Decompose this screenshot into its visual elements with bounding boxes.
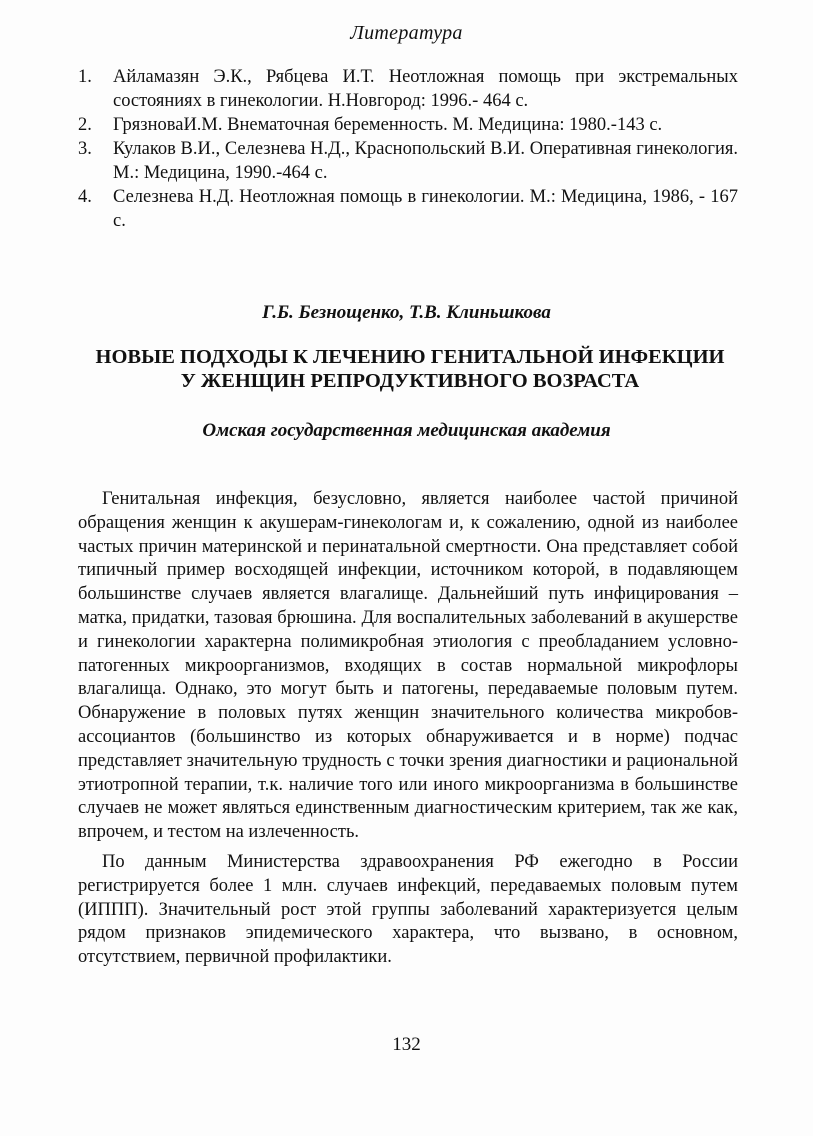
body-paragraph: Генитальная инфекция, безусловно, является наиболее частой причиной обращения женщин к акушерам-гинекологам и, к сожалению, одной из наиболее частых причин материнской и перинатальной смертности. Она представляет собой типичный пример восходящей инфекции, источником которой, в подавляющем большинстве случаев является влагалище. Дальнейший путь инфицирования – матка, придатки, тазовая брюшина. Для воспалительных заболеваний в акушерстве и гинекологии характерна полимикробная этиология с преобладанием условно-патогенных микроорганизмов, входящих в состав нормальной микрофлоры влагалища. Однако, это могут быть и патогены, передаваемые половым путем. Обнаружение в половых путях женщин значительного количества микробов-ассоциантов (большинство из которых обнаруживается и в норме) подчас представляет значительную трудность с точки зрения диагностики и рациональной этиотропной терапии, т.к. наличие того или иного микроорганизма в большинстве случаев не может являться единственным диагностическим критерием, так же как, впрочем, и тестом на излеченность. — [78, 489, 738, 843]
article-title-line: У ЖЕНЩИН РЕПРОДУКТИВНОГО ВОЗРАСТА — [180, 370, 640, 392]
reference-item — [78, 185, 738, 233]
reference-item — [78, 137, 738, 185]
reference-item — [78, 113, 738, 137]
body-paragraph: По данным Министерства здравоохранения РФ ежегодно в России регистрируется более 1 млн. случаев инфекций, передаваемых половым путем (ИППП). Значительный рост этой группы заболеваний характеризуется целым рядом признаков эпидемического характера, что вызвано, в основном, отсутствием, первичной профилактики. — [78, 851, 738, 968]
reference-item — [78, 65, 738, 113]
page-number: 132 — [392, 1034, 421, 1055]
reference-text: Селезнева Н.Д. Неотложная помощь в гинекологии. М.: Медицина, 1986, - 167 с. — [113, 187, 738, 231]
reference-text: Кулаков В.И., Селезнева Н.Д., Краснопольский В.И. Оперативная гинекология. М.: Медицина, 1990.-464 с. — [113, 139, 738, 183]
article-title-line: НОВЫЕ ПОДХОДЫ К ЛЕЧЕНИЮ ГЕНИТАЛЬНОЙ ИНФЕКЦИИ — [95, 346, 725, 368]
reference-number: 2. — [78, 115, 92, 135]
article-affiliation: Омская государственная медицинская академия — [202, 420, 611, 441]
reference-number: 1. — [78, 67, 92, 87]
article-authors: Г.Б. Безнощенко, Т.В. Клиньшкова — [262, 302, 551, 323]
article-body — [78, 488, 738, 970]
reference-number: 3. — [78, 139, 92, 159]
running-head: Литература — [350, 22, 463, 44]
reference-number: 4. — [78, 187, 92, 207]
article-title — [60, 345, 760, 393]
reference-text: ГрязноваИ.М. Внематочная беременность. М. Медицина: 1980.-143 с. — [113, 115, 663, 135]
reference-text: Айламазян Э.К., Рябцева И.Т. Неотложная помощь при экстремальных состояниях в гинекологии. Н.Новгород: 1996.- 464 с. — [113, 67, 738, 111]
reference-list — [78, 65, 738, 233]
